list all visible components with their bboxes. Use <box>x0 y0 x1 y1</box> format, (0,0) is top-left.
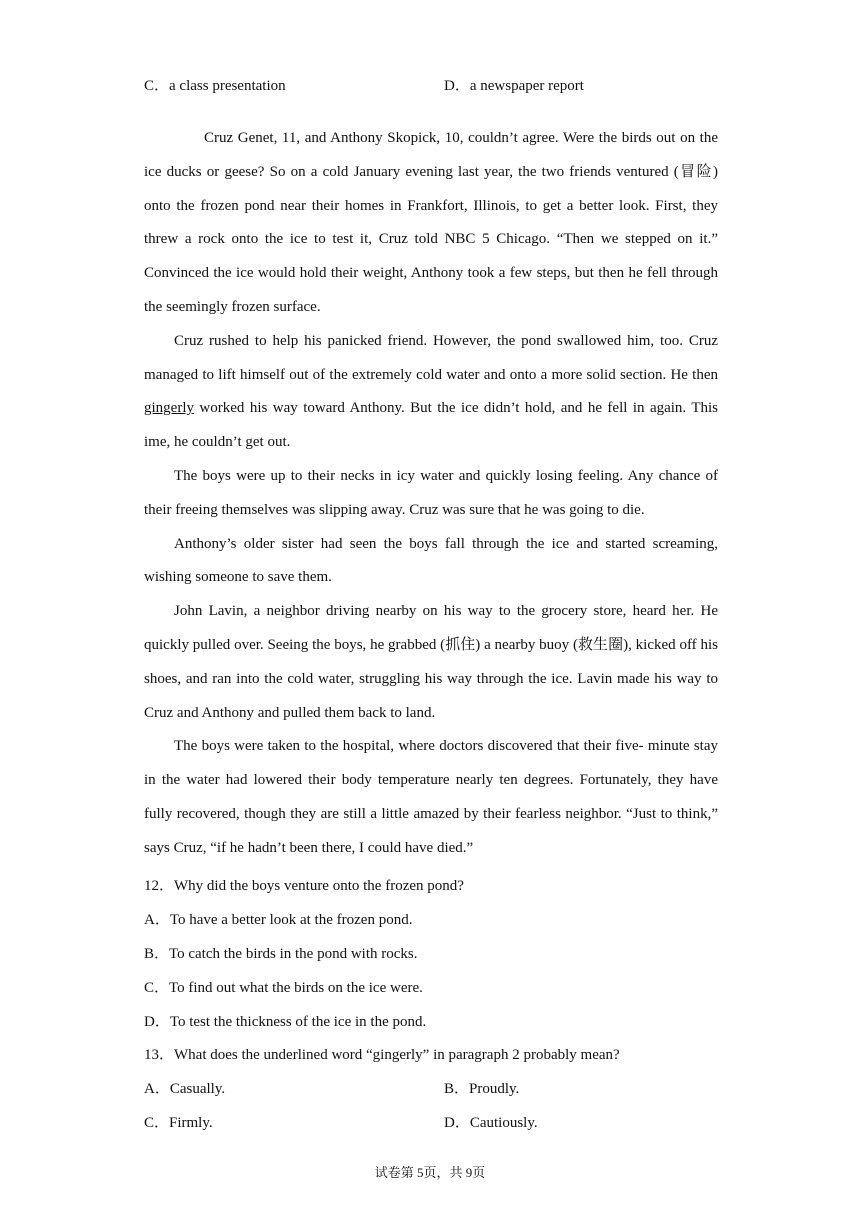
reading-passage <box>144 122 718 866</box>
paragraph-2 <box>144 325 718 460</box>
paragraph-5: John Lavin, a neighbor driving nearby on his way to the grocery store, heard her. He quickly pulled over. Seeing the boys, he grabbed (抓住) a nearby buoy (救生圈), kicked off his shoes, and ran into the cold water, struggling his way through the ice. Lavin made his way to Cruz and Anthony and pulled them back to land. <box>144 603 718 721</box>
paragraph-2-text-before: Cruz rushed to help his panicked friend. However, the pond swallowed him, too. Cruz managed to lift himself out of the extremely cold water and onto a more solid section. He then <box>144 332 718 383</box>
question-13-options-row-2 <box>144 1111 744 1133</box>
paragraph-3: The boys were up to their necks in icy water and quickly losing feeling. Any chance of their freeing themselves was slipping away. Cruz was sure that he was going to die. <box>144 467 718 518</box>
question-12-option-d: D．To test the thickness of the ice in the pond. <box>144 1014 427 1030</box>
paragraph-4: Anthony’s older sister had seen the boys fall through the ice and started screaming, wishing someone to save them. <box>144 535 718 586</box>
underlined-word: gingerly <box>144 400 194 417</box>
option-d: D．a newspaper report <box>444 78 584 94</box>
question-13-option-b: B．Proudly. <box>444 1081 520 1097</box>
question-12: 12．Why did the boys venture onto the frozen pond? <box>144 878 464 894</box>
option-c: C．a class presentation <box>144 78 286 94</box>
paragraph-2-text-after: worked his way toward Anthony. But the ice didn’t hold, and he fell in again. This ime, he couldn’t get out. <box>144 400 718 451</box>
paragraph-1: Cruz Genet, 11, and Anthony Skopick, 10, couldn’t agree. Were the birds out on the ice ducks or geese? So on a cold January evening last year, the two friends ventured (冒险) onto the frozen pond near their homes in Frankfort, Illinois, to get a better look. First, they threw a rock onto the ice to test it, Cruz told NBC 5 Chicago. “Then we stepped on it.” Convinced the ice would hold their weight, Anthony took a few steps, but then he fell through the seemingly frozen surface. <box>144 130 718 315</box>
question-13-options-row-1 <box>144 1077 744 1099</box>
paragraph-6: The boys were taken to the hospital, where doctors discovered that their five- minute stay in the water had lowered their body temperature nearly ten degrees. Fortunately, they have fully recovered, though they are still a little amazed by their fearless neighbor. “Just to think,” says Cruz, “if he hadn’t been there, I could have died.” <box>144 738 718 856</box>
previous-question-options-row <box>144 74 744 96</box>
page-footer: 试卷第 5页，共 9页 <box>374 1165 486 1180</box>
question-13-option-c: C．Firmly. <box>144 1115 213 1131</box>
question-13: 13．What does the underlined word “gingerly” in paragraph 2 probably mean? <box>144 1047 620 1063</box>
question-13-option-a: A．Casually. <box>144 1081 226 1097</box>
question-12-option-a: A．To have a better look at the frozen pond. <box>144 912 413 928</box>
question-13-option-d: D．Cautiously. <box>444 1115 538 1131</box>
question-12-option-c: C．To find out what the birds on the ice were. <box>144 980 423 996</box>
question-12-option-b: B．To catch the birds in the pond with rocks. <box>144 946 418 962</box>
